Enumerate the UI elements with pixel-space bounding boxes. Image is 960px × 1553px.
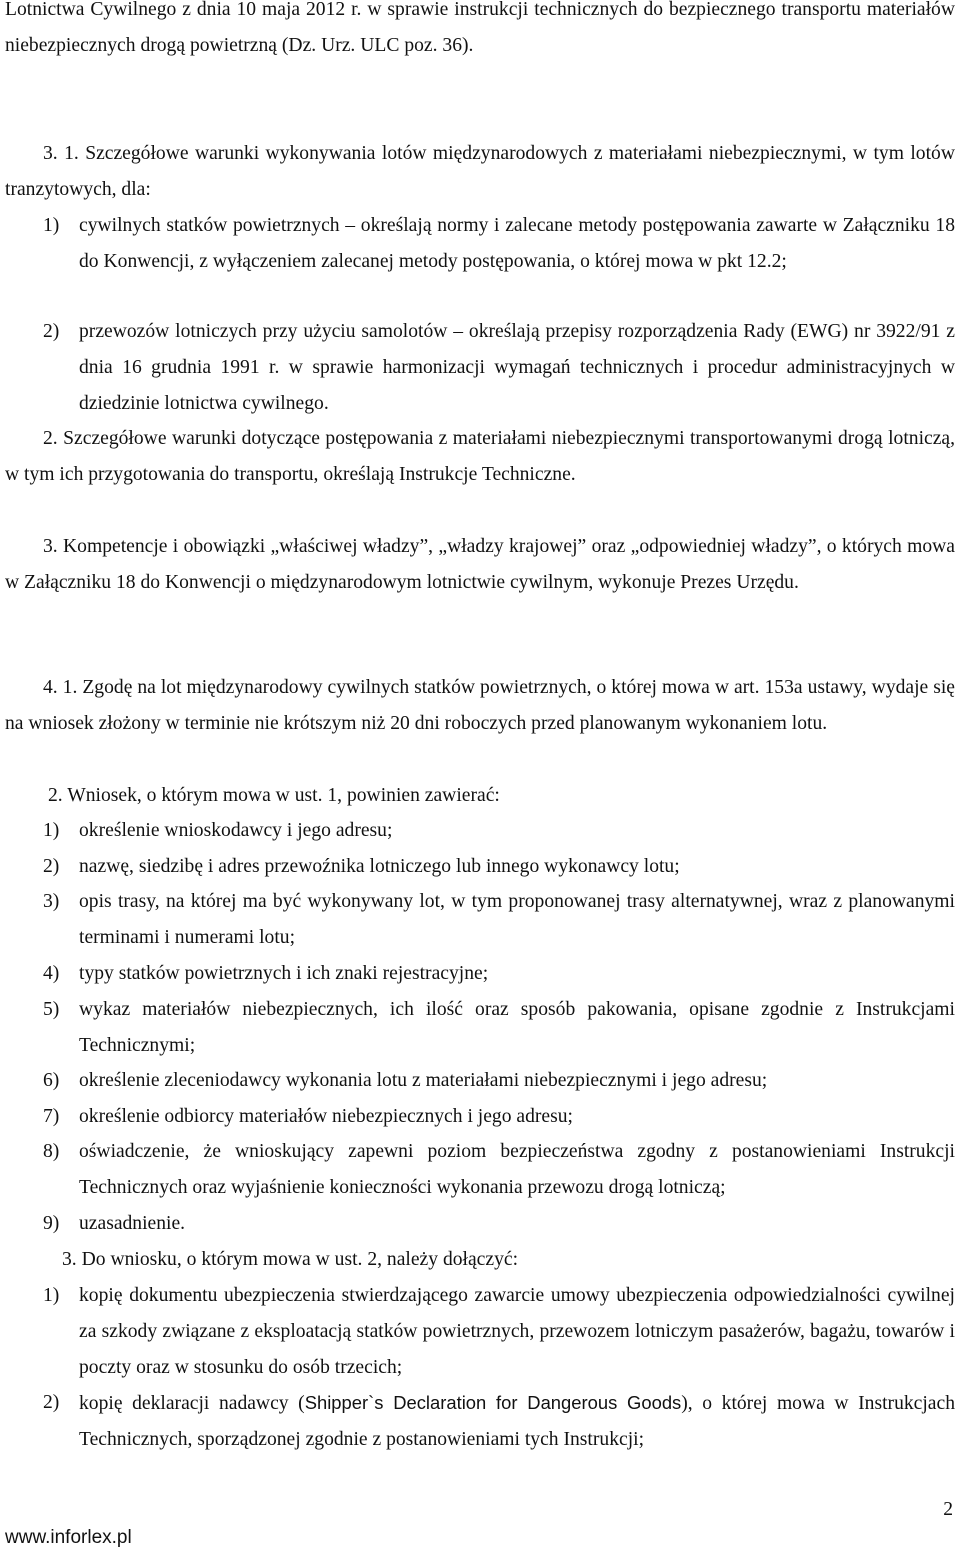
list-number: 2)	[43, 856, 60, 877]
section-4-list-item	[5, 849, 955, 885]
list-text: uzasadnienie.	[79, 1213, 186, 1234]
list-text: nazwę, siedzibę i adres przewoźnika lotniczego lub innego wykonawcy lotu;	[79, 856, 680, 877]
section-4-list-item	[5, 1206, 955, 1242]
page-number: 2	[943, 1499, 953, 1520]
section-4-list-item	[5, 1134, 955, 1206]
list-number: 5)	[43, 999, 60, 1020]
list-text-before: kopię deklaracji nadawcy (	[79, 1393, 305, 1414]
list-number: 1)	[43, 1285, 60, 1306]
list-number: 6)	[43, 1070, 60, 1091]
section-4-paragraph-3: 3. Do wniosku, o którym mowa w ust. 2, należy dołączyć:	[62, 1249, 519, 1270]
list-number: 1)	[43, 820, 60, 841]
list-number: 2)	[43, 1392, 60, 1413]
footer-url: www.inforlex.pl	[5, 1527, 132, 1548]
section-3-list-item	[5, 208, 955, 280]
list-number: 3)	[43, 891, 60, 912]
section-3-paragraph-1: 3. 1. Szczegółowe warunki wykonywania lotów międzynarodowych z materiałami niebezpiecznymi, w tym lotów tranzytowych, dla:	[5, 143, 955, 200]
list-number: 2)	[43, 321, 60, 342]
section-3-list-item	[5, 314, 955, 422]
list-text: wykaz materiałów niebezpiecznych, ich ilość oraz sposób pakowania, opisane zgodnie z Instrukcjami Technicznymi;	[79, 999, 955, 1056]
list-text: typy statków powietrznych i ich znaki rejestracyjne;	[79, 963, 489, 984]
intro-paragraph: Lotnictwa Cywilnego z dnia 10 maja 2012 r. w sprawie instrukcji technicznych do bezpiecznego transportu materiałów niebezpiecznych drogą powietrzną (Dz. Urz. ULC poz. 36).	[5, 0, 955, 56]
list-text: cywilnych statków powietrznych – określają normy i zalecane metody postępowania zawarte w Załączniku 18 do Konwencji, z wyłączeniem zalecanej metody postępowania, o której mowa w pkt 12.2;	[79, 215, 955, 272]
list-text: określenie wnioskodawcy i jego adresu;	[79, 820, 393, 841]
list-text: określenie odbiorcy materiałów niebezpiecznych i jego adresu;	[79, 1106, 573, 1127]
list-text: oświadczenie, że wnioskujący zapewni poziom bezpieczeństwa zgodny z postanowieniami Instrukcji Technicznych oraz wyjaśnienie konieczności wykonania przewozu drogą lotniczą;	[79, 1141, 955, 1198]
section-4-attachment-item	[5, 1278, 955, 1386]
list-number: 9)	[43, 1213, 60, 1234]
section-4-list-item	[5, 813, 955, 849]
list-number: 4)	[43, 963, 60, 984]
section-4-list-item	[5, 1063, 955, 1099]
section-3-paragraph-3: 3. Kompetencje i obowiązki „właściwej władzy”, „władzy krajowej” oraz „odpowiedniej władzy”, o których mowa w Załączniku 18 do Konwencji o międzynarodowym lotnictwie cywilnym, wykonuje Prezes Urzędu.	[5, 536, 955, 593]
section-4-list-item	[5, 884, 955, 956]
shipper-declaration-title: Shipper`s Declaration for Dangerous Goods	[304, 1392, 682, 1413]
section-4-paragraph-2: 2. Wniosek, o którym mowa w ust. 1, powinien zawierać:	[48, 785, 500, 806]
list-number: 7)	[43, 1106, 60, 1127]
list-text: opis trasy, na której ma być wykonywany lot, w tym proponowanej trasy alternatywnej, wraz z planowanymi terminami i numerami lotu;	[79, 891, 955, 948]
section-4-list-item	[5, 992, 955, 1064]
section-4-paragraph-1: 4. 1. Zgodę na lot międzynarodowy cywilnych statków powietrznych, o której mowa w art. 153a ustawy, wydaje się na wniosek złożony w terminie nie krótszym niż 20 dni roboczych przed planowanym wykonaniem lotu.	[5, 677, 955, 734]
list-text-after: ), o której mowa w Instrukcjach Technicznych, sporządzonej zgodnie z postanowieniami tych Instrukcji;	[79, 1393, 955, 1450]
list-text: określenie zleceniodawcy wykonania lotu z materiałami niebezpiecznymi i jego adresu;	[79, 1070, 768, 1091]
section-4-list-item	[5, 956, 955, 992]
list-text: kopię dokumentu ubezpieczenia stwierdzającego zawarcie umowy ubezpieczenia odpowiedzialności cywilnej za szkody związane z eksploatacją statków powietrznych, przewozem lotniczym pasażerów, bagażu, towarów i poczty oraz w stosunku do osób trzecich;	[79, 1285, 955, 1378]
list-text: przewozów lotniczych przy użyciu samolotów – określają przepisy rozporządzenia Rady (EWG) nr 3922/91 z dnia 16 grudnia 1991 r. w sprawie harmonizacji wymagań technicznych i procedur administracyjnych w dziedzinie lotnictwa cywilnego.	[79, 321, 955, 414]
list-number: 1)	[43, 215, 60, 236]
section-4-attachment-item	[5, 1385, 955, 1458]
section-4-list-item	[5, 1099, 955, 1135]
section-3-paragraph-2: 2. Szczegółowe warunki dotyczące postępowania z materiałami niebezpiecznymi transportowanymi drogą lotniczą, w tym ich przygotowania do transportu, określają Instrukcje Techniczne.	[5, 428, 955, 485]
list-number: 8)	[43, 1141, 60, 1162]
